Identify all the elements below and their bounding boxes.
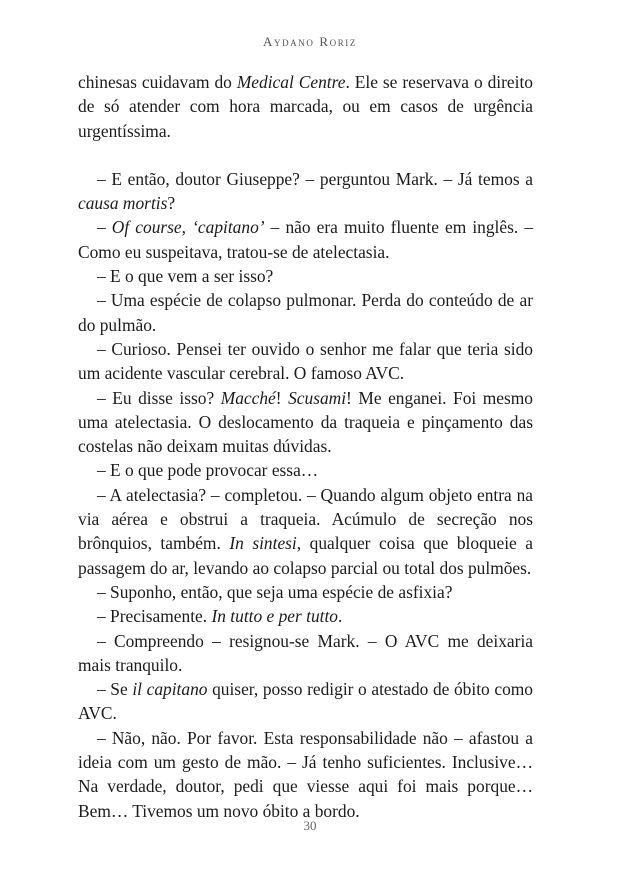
dialogue-line (78, 604, 533, 628)
italic-run: Medical Centre (236, 72, 346, 92)
dialogue-line (78, 483, 533, 580)
text-run: ! (275, 387, 289, 408)
text-run: – E o que vem a ser isso? (97, 266, 274, 287)
dialogue-line (78, 337, 533, 386)
text-run: – E então, doutor Giuseppe? – perguntou Mark. – Já temos a (97, 168, 533, 189)
dialogue-line (78, 629, 533, 678)
text-run: . Ele se reservava o direito de só atender com hora marcada, ou em casos de urgência urgentíssima. (78, 72, 534, 141)
page-number: 30 (303, 818, 317, 833)
text-run: – Eu disse isso? (97, 387, 221, 408)
text-run: – Não, não. Por favor. Esta responsabilidade não – afastou a ideia com um gesto de mão. – Já tenho suficientes. Inclusive… Na verdade, doutor, pedi que viesse aqui foi mais porque… Bem… Tivemos um novo óbito a bordo. (78, 727, 533, 821)
page-body-text (78, 70, 533, 823)
text-run: – Suponho, então, que seja uma espécie de asfixia? (97, 581, 453, 602)
text-run: – A atelectasia? – completou. – Quando algum objeto entra na via aérea e obstrui a traqueia. Acúmulo de secreção nos brônquios, também. (78, 484, 533, 554)
text-run: quiser, posso redigir o atestado de óbito como AVC. (78, 679, 533, 724)
text-run: , (181, 217, 193, 238)
dialogue-line (78, 580, 533, 604)
dialogue-line (78, 677, 533, 726)
italic-run: il capitano (132, 679, 208, 700)
text-run: , qualquer coisa que bloqueie a passagem do ar, levando ao colapso parcial ou total dos pulmões. (78, 533, 533, 578)
text-run: – Precisamente. (97, 606, 212, 627)
text-run: – não era muito fluente em inglês. – Como eu suspeitava, tratou-se de atelectasia. (78, 217, 534, 262)
italic-run: Of course (111, 217, 182, 238)
dialogue-line (78, 215, 533, 264)
dialogue-line (78, 167, 533, 216)
text-run: . (338, 606, 343, 627)
text-run: – Curioso. Pensei ter ouvido o senhor me falar que teria sido um acidente vascular cerebral. O famoso AVC. (78, 338, 533, 384)
text-run: – Se (97, 679, 133, 700)
italic-run: causa mortis (78, 193, 168, 214)
text-run: – Compreendo – resignou-se Mark. – O AVC me deixaria mais tranquilo. (78, 630, 533, 675)
text-run: ? (167, 193, 176, 214)
italic-run: ‘capitano’ (192, 217, 265, 238)
text-run: chinesas cuidavam do (78, 72, 237, 92)
dialogue-line (78, 726, 533, 823)
dialogue-line (78, 458, 533, 482)
dialogue-line (78, 386, 533, 459)
dialogue-line (78, 264, 533, 288)
dialogue-line (78, 288, 533, 337)
text-run: – E o que pode provocar essa… (97, 460, 319, 481)
opening-paragraph (78, 70, 533, 143)
text-run: – (97, 217, 112, 238)
italic-run: Scusami (288, 387, 347, 408)
italic-run: Macché (220, 387, 276, 408)
text-run: ! Me enganei. Foi mesmo uma atelectasia. O deslocamento da traqueia e pinçamento das costelas não deixam muitas dúvidas. (78, 387, 533, 457)
running-head-author: Aydano Roriz (262, 34, 357, 49)
text-run: – Uma espécie de colapso pulmonar. Perda do conteúdo de ar do pulmão. (78, 290, 533, 335)
italic-run: In sintesi (229, 533, 297, 554)
italic-run: In tutto e per tutto (211, 606, 339, 627)
